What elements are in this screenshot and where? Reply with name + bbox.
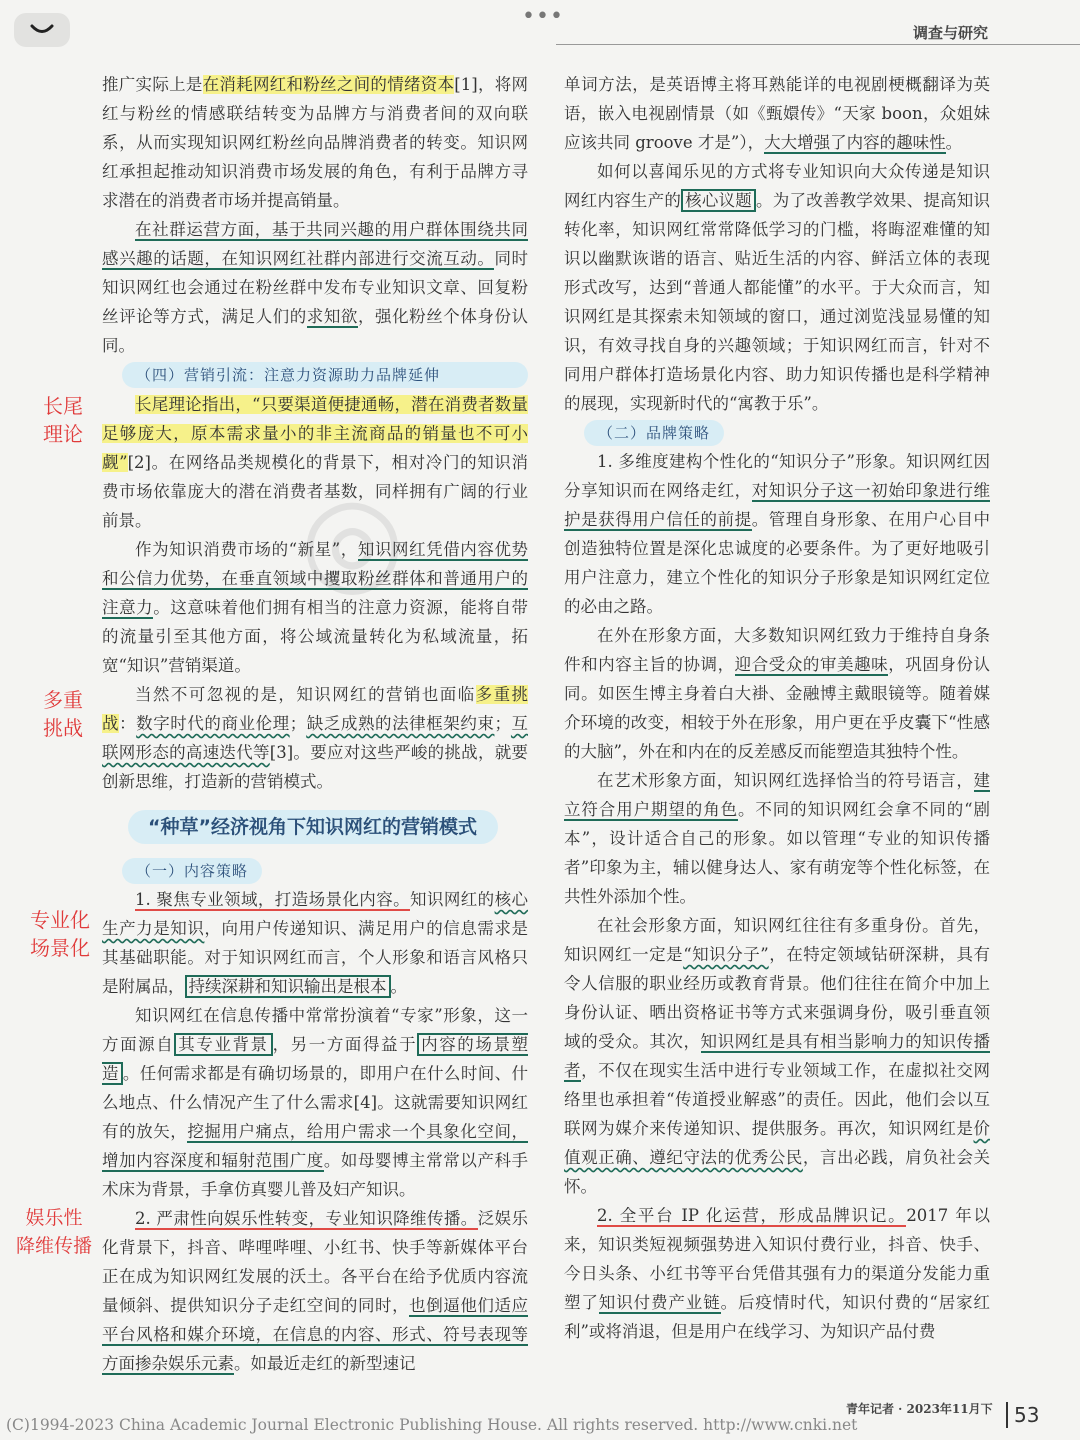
paragraph: 如何以喜闻乐见的方式将专业知识向大众传递是知识网红内容生产的 核心议题 。为了改善教学效果、提高知识转化率，知识网红常常降低学习的门槛，将晦涩难懂的知识以幽默诙谐的语言、贴近生活的内容、鲜活立体的表现形式改写，达到“普通人都能懂”的水平。于大众而言，知识网红是其探索未知领域的窗口，通过浏览浅显易懂的知识，有效寻找自身的兴趣领域；于知识网红而言，针对不同用户群体打造场景化内容、助力知识传播也是科学精神的展现，实现新时代的“寓教于乐”。: [564, 162, 991, 413]
paragraph: 单词方法，是英语博主将耳熟能详的电视剧梗概翻译为英语，嵌入电视剧情景（如《甄嬛传》“天家 boon，众姐妹应该共同 groove 才是”），大大增强了内容的趣味性。: [564, 75, 990, 152]
header-divider: [556, 44, 1080, 45]
paragraph: 在社会形象方面，知识网红往往有多重身份。首先，知识网红一定是“知识分子”，在特定领域钻研深耕，具有令人信服的职业经历或教育背景。他们往往在简介中加上身份认证、晒出资格证书等方式来强调身份，吸引垂直领域的受众。其次，知识网红是具有相当影响力的知识传播者，不仅在现实生活中进行专业领域工作，在虚拟社交网络里也承担着“传道授业解惑”的责任。因此，他们会以互联网为媒介来传递知识、提供服务。再次，知识网红是价值观正确、遵纪守法的优秀公民，言出必践，肩负社会关怀。: [564, 916, 991, 1196]
chapter-title: “种草”经济视角下知识网红的营销模式: [128, 810, 498, 844]
section-label: 调查与研究: [912, 24, 988, 42]
paragraph: 在外在形象方面，大多数知识网红致力于维持自身条件和内容主旨的协调，迎合受众的审美趣味，巩固身份认同。如医生博主身着白大褂、金融博主戴眼镜等。随着媒介环境的改变，相较于外在形象，用户更在乎皮囊下“性感的大脑”，外在和内在的反差感反而能塑造其独特个性。: [564, 626, 991, 761]
section-heading: （四）营销引流：注意力资源助力品牌延伸: [122, 362, 528, 388]
paragraph: 2. 全平台 IP 化运营，形成品牌识记。2017 年以来，知识类短视频强势进入知识付费行业，抖音、快手、今日头条、小红书等平台凭借其强有力的渠道分发能力重塑了知识付费产业链。后疫情时代，知识付费的“居家红利”或将消退，但是用户在线学习、为知识产品付费: [564, 1206, 991, 1341]
watermark: ◎: [300, 470, 405, 609]
page-footer: [0, 1400, 1080, 1440]
margin-note-challenges: 多重 挑战: [43, 688, 83, 740]
section-heading: （二）品牌策略: [584, 420, 724, 446]
paragraph: 在艺术形象方面，知识网红选择恰当的符号语言，建立符合用户期望的角色。不同的知识网红会拿不同的“剧本”，设计适合自己的形象。如以管理“专业的知识传播者”印象为主，辅以健身达人、家有萌宠等个性化标签，在共性外添加个性。: [564, 771, 990, 906]
paragraph: 知识网红在信息传播中常常扮演着“专家”形象，这一方面源自 其专业背景 ，另一方面得益于 内容的场景塑造 。任何需求都是有确切场景的，即用户在什么时间、什么地点、什么情况产生了什么需求[4]。这就需要知识网红有的放矢，挖掘用户痛点，给用户需求一个具象化空间，增加内容深度和辐射范围广度。如母婴博主常常以产科手术床为背景，手拿仿真婴儿普及妇产知识。: [102, 1006, 529, 1199]
paragraph: 当然不可忽视的是，知识网红的营销也面临多重挑战：数字时代的商业伦理；缺乏成熟的法律框架约束；互联网形态的高速迭代等[3]。要应对这些严峻的挑战，就要创新思维，打造新的营销模式。: [102, 685, 529, 791]
paragraph: 1. 聚焦专业领域，打造场景化内容。知识网红的核心生产力是知识，向用户传递知识、满足用户的信息需求是其基础职能。对于知识网红而言，个人形象和语言风格只是附属品， 持续深耕和知识输出是根本 。: [102, 890, 529, 996]
left-column: [102, 70, 528, 1378]
page-number: 53: [1006, 1402, 1039, 1428]
margin-note-specialization: 专业化 场景化: [30, 908, 90, 960]
paragraph: 1. 多维度建构个性化的“知识分子”形象。知识网红因分享知识而在网络走红，对知识分子这一初始印象进行维护是获得用户信任的前提。管理自身形象、在用户心目中创造独特位置是深化忠诚度的必要条件。为了更好地吸引用户注意力，建立个性化的知识分子形象是知识网红定位的必由之路。: [564, 452, 990, 616]
chevron-down-icon: [29, 23, 55, 37]
section-heading: （一）内容策略: [122, 858, 262, 884]
paragraph: 2. 严肃性向娱乐性转变，专业知识降维传播。泛娱乐化背景下，抖音、哔哩哔哩、小红书、快手等新媒体平台正在成为知识网红发展的沃土。各平台在给予优质内容流量倾斜、提供知识分子走红空间的同时，也倒逼他们适应平台风格和媒介环境，在信息的内容、形式、符号表现等方面掺杂娱乐元素。如最近走红的新型速记: [102, 1209, 528, 1373]
right-column: [564, 70, 990, 1346]
journal-name: 青年记者 · 2023年11月下: [846, 1402, 993, 1416]
paragraph: 长尾理论指出，“只要渠道便捷通畅，潜在消费者数量足够庞大，原本需求量小的非主流商品的销量也不可小觑”[2]。在网络品类规模化的背景下，相对冷门的知识消费市场依靠庞大的潜在消费者基数，同样拥有广阔的行业前景。: [102, 395, 528, 530]
margin-note-long-tail: 长尾 理论: [43, 394, 83, 446]
paragraph: 在社群运营方面，基于共同兴趣的用户群体围绕共同感兴趣的话题，在知识网红社群内部进行交流互动。同时知识网红也会通过在粉丝群中发布专业知识文章、回复粉丝评论等方式，满足人们的求知欲，强化粉丝个体身份认同。: [102, 220, 528, 355]
paragraph: 推广实际上是在消耗网红和粉丝之间的情绪资本[1]，将网红与粉丝的情感联结转变为品牌方与消费者间的双向联系，从而实现知识网红粉丝向品牌消费者的转变。知识网红承担起推动知识消费市场发展的角色，有利于品牌方寻求潜在的消费者市场并提高销量。: [102, 75, 528, 210]
copyright-notice: (C)1994-2023 China Academic Journal Electronic Publishing House. All rights reserved. http://www.cnki.net: [6, 1416, 858, 1434]
top-bar: [0, 0, 1080, 60]
back-button[interactable]: [14, 13, 70, 47]
margin-note-entertainment: 娱乐性 降维传播: [15, 1207, 92, 1257]
more-menu-icon[interactable]: •••: [522, 4, 564, 29]
paragraph: 作为知识消费市场的“新星”，知识网红凭借内容优势和公信力优势，在垂直领域中攫取粉丝群体和普通用户的注意力。这意味着他们拥有相当的注意力资源，能将自带的流量引至其他方面，将公域流量转化为私域流量，拓宽“知识”营销渠道。: [102, 540, 529, 675]
